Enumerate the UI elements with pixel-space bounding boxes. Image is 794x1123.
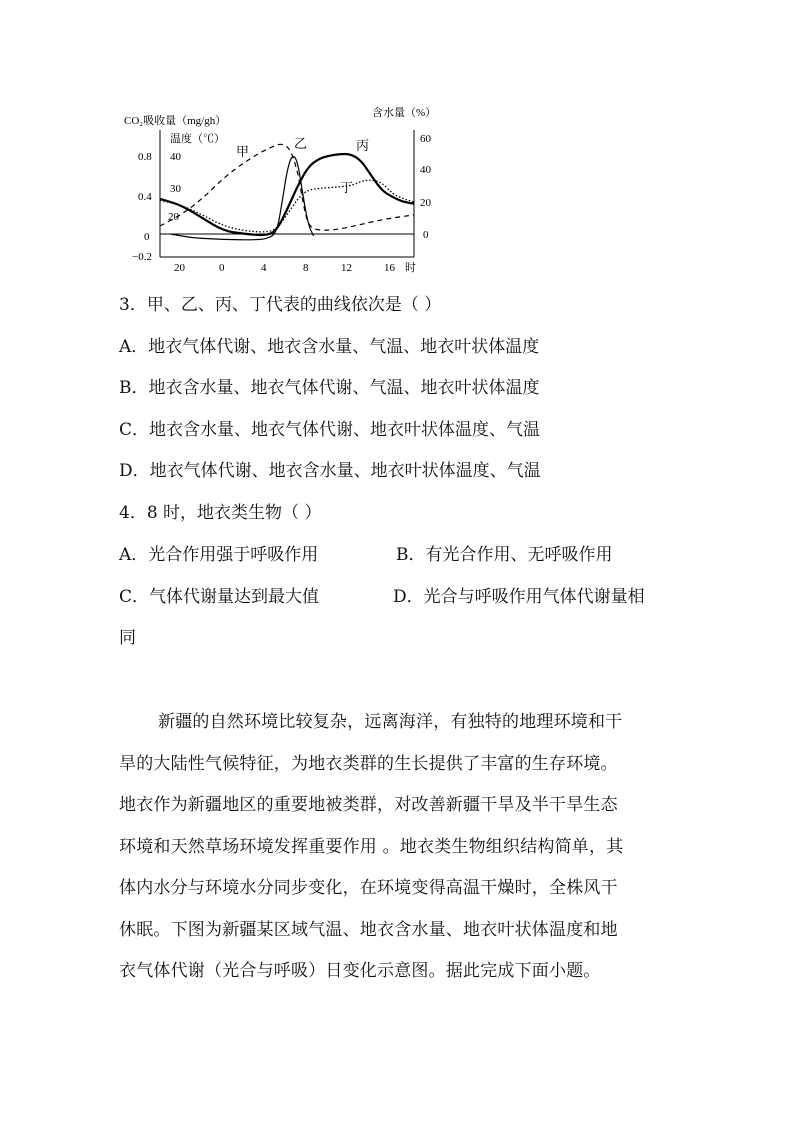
x-tick: 0 xyxy=(219,262,225,274)
right-axis-label: 含水量（%） xyxy=(372,107,437,119)
temp-tick: 20 xyxy=(168,211,179,223)
water-tick: 40 xyxy=(420,164,431,176)
question-4-option-d-cont: 同 xyxy=(119,628,136,648)
passage-line: 旱的大陆性气候特征，为地衣类群的生长提供了丰富的生存环境。 xyxy=(119,754,618,774)
co2-tick: −0.2 xyxy=(132,251,152,263)
left-axis-outer-label: CO₂吸收量（mg/gh） xyxy=(124,115,227,127)
series-label-ding: 丁 xyxy=(340,180,354,195)
series-jia-line xyxy=(160,144,414,230)
question-3-option-b[interactable]: B．地衣含水量、地衣气体代谢、气温、地衣叶状体温度 xyxy=(119,378,540,398)
series-label-yi: 乙 xyxy=(294,136,308,151)
x-tick: 8 xyxy=(303,262,309,274)
question-4-option-d[interactable]: D．光合与呼吸作用气体代谢量相 xyxy=(393,587,645,607)
temp-tick: 30 xyxy=(170,183,181,195)
question-4-option-a[interactable]: A．光合作用强于呼吸作用 xyxy=(119,545,319,565)
co2-tick: 0 xyxy=(144,231,150,243)
lichen-diurnal-chart xyxy=(118,100,438,280)
water-tick: 60 xyxy=(420,133,431,145)
passage-line: 体内水分与环境水分同步变化，在环境变得高温干燥时，全株风干 xyxy=(119,878,618,898)
passage-line: 休眠。下图为新疆某区域气温、地衣含水量、地衣叶状体温度和地 xyxy=(119,920,618,940)
question-4-option-b[interactable]: B．有光合作用、无呼吸作用 xyxy=(396,545,613,565)
question-3-option-c[interactable]: C．地衣含水量、地衣气体代谢、地衣叶状体温度、气温 xyxy=(119,420,541,440)
x-tick: 12 xyxy=(341,262,352,274)
water-tick: 20 xyxy=(420,197,431,209)
question-3-stem: 3．甲、乙、丙、丁代表的曲线依次是（ ） xyxy=(119,295,442,315)
question-3-option-d[interactable]: D．地衣气体代谢、地衣含水量、地衣叶状体温度、气温 xyxy=(119,461,541,481)
x-tick: 4 xyxy=(261,262,267,274)
left-axis-inner-label: 温度（℃） xyxy=(170,133,225,145)
series-ding-line xyxy=(160,180,414,232)
series-label-jia: 甲 xyxy=(236,144,250,159)
x-axis-label: 时 xyxy=(405,262,416,274)
temp-tick: 40 xyxy=(170,151,181,163)
co2-tick: 0.8 xyxy=(138,151,152,163)
passage-line: 新疆的自然环境比较复杂，远离海洋，有独特的地理环境和干 xyxy=(158,712,623,732)
question-3-option-a[interactable]: A．地衣气体代谢、地衣含水量、气温、地衣叶状体温度 xyxy=(119,337,540,357)
passage-line: 环境和天然草场环境发挥重要作用 。地衣类生物组织结构简单，其 xyxy=(119,837,624,857)
co2-tick: 0.4 xyxy=(138,191,152,203)
x-tick: 16 xyxy=(384,262,395,274)
series-label-bing: 丙 xyxy=(356,138,370,153)
series-bing-line xyxy=(160,154,414,235)
question-4-option-c[interactable]: C．气体代谢量达到最大值 xyxy=(119,587,320,607)
passage-line: 衣气体代谢（光合与呼吸）日变化示意图。据此完成下面小题。 xyxy=(119,961,601,981)
question-4-stem: 4．8 时，地衣类生物（ ） xyxy=(119,503,322,523)
water-tick: 0 xyxy=(423,229,429,241)
x-tick: 20 xyxy=(174,262,185,274)
passage-line: 地衣作为新疆地区的重要地被类群，对改善新疆干旱及半干旱生态 xyxy=(119,795,618,815)
